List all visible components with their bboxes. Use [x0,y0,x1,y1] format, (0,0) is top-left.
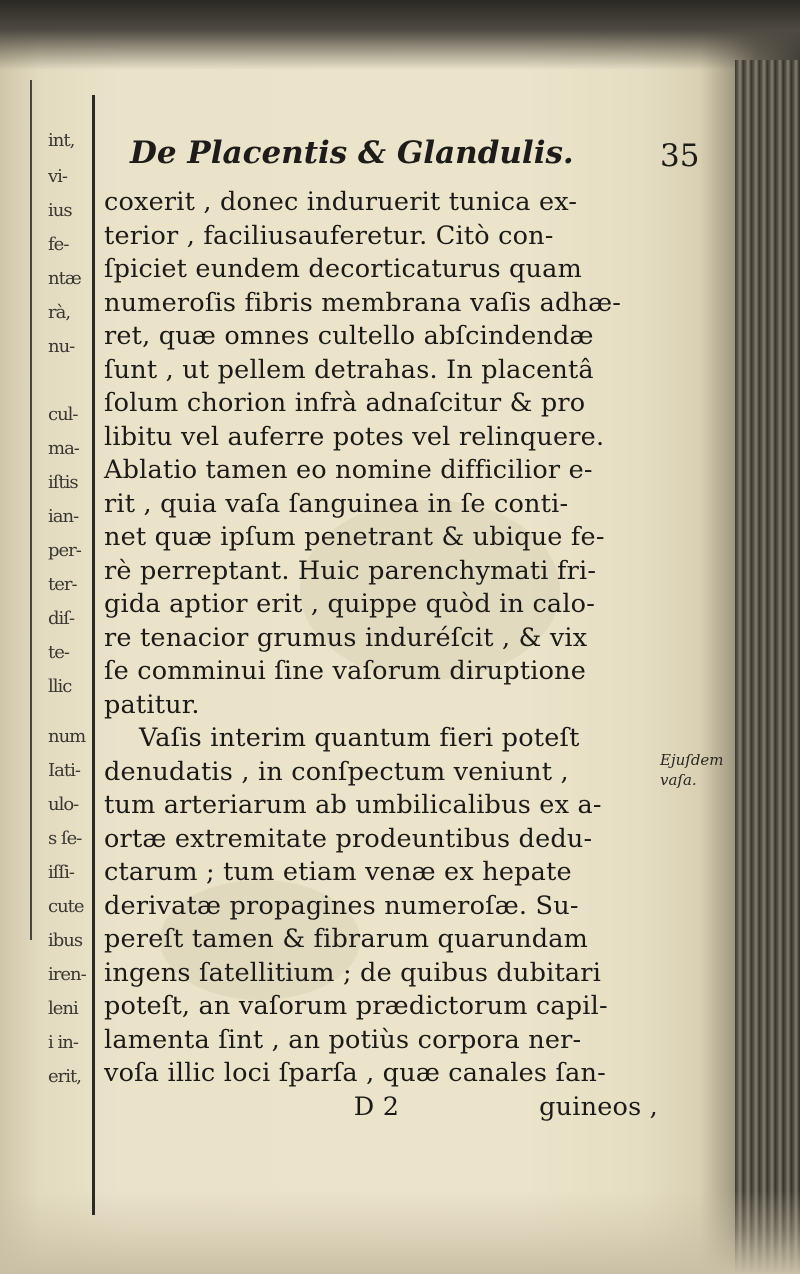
text-line: poteſt, an vaſorum prædictorum capil- [104,991,608,1021]
facing-fragment: i in- [48,1032,78,1053]
text-line: derivatæ propagines numeroſæ. Su- [104,890,579,921]
marginal-note [660,750,724,790]
text-line: voſa illic loci ſparſa , quæ canales ſan- [104,1058,606,1088]
facing-fragment: int, [48,130,75,151]
facing-page-fragments [0,0,92,1274]
text-line: Ablatio tamen eo nomine difficilior e- [104,455,593,485]
facing-fragment: erit, [48,1066,81,1087]
catchword: guineos , [539,1091,658,1122]
text-line-paragraph-start: Vaſis interim quantum fieri poteſt [139,723,580,753]
text-line: ortæ extremitate prodeuntibus dedu- [104,823,593,854]
facing-fragment: fe- [48,234,69,255]
text-line: net quæ ipſum penetrant & ubique fe- [104,522,605,552]
facing-fragment: iren- [48,964,86,985]
marginal-note-line: vaſa. [660,771,697,789]
facing-fragment: vi- [48,166,68,187]
facing-fragment: cul- [48,404,78,425]
facing-page-edge [30,80,32,940]
text-line: ſe comminui ſine vaſorum diruptione [104,656,587,686]
top-shadow [0,0,800,70]
facing-fragment: num [48,726,86,747]
facing-fragment: nu- [48,336,75,357]
facing-fragment: ibus [48,930,83,951]
facing-fragment: cute [48,896,84,917]
text-line: coxerit , donec induruerit tunica ex- [104,187,578,217]
gutter-rule [92,95,95,1215]
facing-fragment: ma- [48,438,79,459]
page-number: 35 [660,138,700,174]
bottom-shadow [0,1190,800,1274]
facing-fragment: rà, [48,302,71,323]
text-line: libitu vel auferre potes vel relinquere. [104,421,605,452]
facing-fragment: ter- [48,574,77,595]
text-line: pereſt tamen & fibrarum quarundam [104,924,589,954]
marginal-note-line: Ejuſdem [660,751,724,769]
text-line: numeroſis fibris membrana vaſis adhæ- [104,287,622,318]
running-head: De Placentis & Glandulis. [130,135,574,171]
page-edge-shadow [735,60,800,1274]
text-line: denudatis , in conſpectum veniunt , [104,756,569,787]
text-line: rit , quia vaſa ſanguinea in ſe conti- [104,488,569,519]
text-line: tum arteriarum ab umbilicalibus ex a- [104,790,602,820]
facing-fragment: Iati- [48,760,80,781]
facing-fragment: diſ- [48,608,75,629]
facing-fragment: per- [48,540,81,561]
facing-fragment: ian- [48,506,79,527]
footer-line [104,1091,724,1125]
facing-fragment: iſſi- [48,862,74,883]
facing-fragment: ius [48,200,72,221]
text-line: ingens ſatellitium ; de quibus dubitari [104,957,602,988]
text-line: ſpiciet eundem decorticaturus quam [104,254,582,284]
facing-fragment: te- [48,642,69,663]
text-line: terior , faciliusauferetur. Citò con- [104,220,554,251]
facing-fragment: iſtis [48,472,78,493]
text-line: ctarum ; tum etiam venæ ex hepate [104,857,572,887]
text-line: rè perreptant. Huic parenchymati fri- [104,555,597,586]
text-line: ſolum chorion infrà adnaſcitur & pro [104,388,586,418]
text-line: lamenta ſint , an potiùs corpora ner- [104,1024,582,1055]
facing-fragment: ntæ [48,268,81,289]
signature-mark: D 2 [353,1091,400,1122]
text-line: ſunt , ut pellem detrahas. In placentâ [104,354,594,385]
text-line: re tenacior grumus induréſcit , & vix [104,622,588,653]
facing-fragment: leni [48,998,78,1019]
text-line: ret, quæ omnes cultello abſcindendæ [104,321,594,351]
facing-fragment: llic [48,676,72,697]
body-text [104,186,724,1124]
facing-fragment: ulo- [48,794,79,815]
text-line: gida aptior erit , quippe quòd in calo- [104,589,596,619]
text-line: patitur. [104,689,200,720]
facing-fragment: s ſe- [48,828,82,849]
